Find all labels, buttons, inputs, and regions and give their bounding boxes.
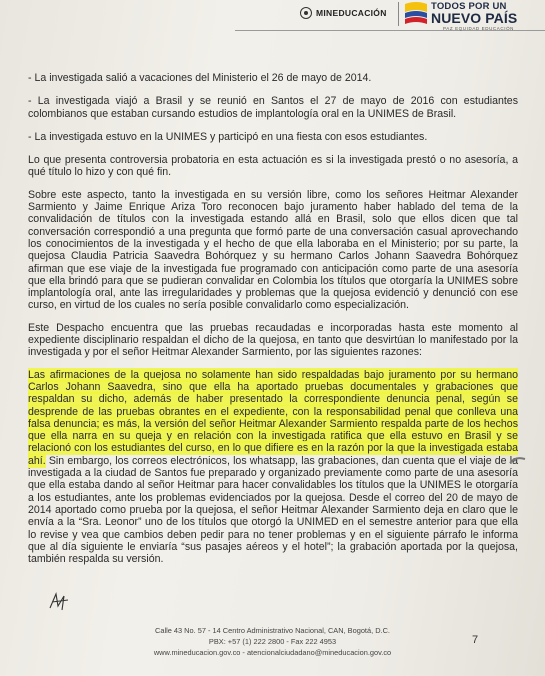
letterhead: [0, 0, 545, 52]
fact-item: - La investigada viajó a Brasil y se reunió en Santos el 27 de mayo de 2016 con estudiantes colombianos que estaban cursando estudios de implantología oral en la UNIMES de Brasil.: [28, 95, 518, 120]
binding-mark-icon: [509, 454, 527, 468]
fact-item: - La investigada salió a vacaciones del Ministerio el 26 de mayo de 2014.: [28, 72, 372, 84]
paragraph-versions: Sobre este aspecto, tanto la investigada en su versión libre, como los señores Heitmar Alexander Sarmiento y Jaime Enrique Ariza Toro reconocen bajo juramento haber hablado del tema de la convalidación de títulos con la investigada estando allá en Brasil, solo que ellos dicen que tal conversación correspondió a una pregunta que formó parte de una conversación casual aprovechando los conocimientos de la investigada y el hecho de que ella laboraba en el Ministerio; por su parte, la quejosa Claudia Patricia Saavedra Bohórquez y su hermano Carlos Johann Saavedra Bohórquez afirman que ese viaje de la investigada fue programado con anticipación como parte de una asesoría que ella brindó para que se pudieran convalidar en Colombia los títulos que otorgaría la UNIMES sobre implantología oral, ante las irregularidades y problemas que la quejosa evidenció y denunció con ese curso, en virtud de los cuales no sería posible convalidarlo como especialización.: [28, 188, 518, 312]
logo-divider: [398, 2, 399, 26]
coat-of-arms-icon: [300, 7, 312, 19]
ministry-brand: [300, 7, 387, 19]
letterhead-footer: [0, 625, 545, 658]
logo-tagline: PAZ EQUIDAD EDUCACIÓN: [443, 26, 515, 31]
colombia-flag-icon: [403, 0, 429, 30]
fact-item: - La investigada estuvo en la UNIMES y participó en una fiesta con esos estudiantes.: [28, 130, 428, 143]
logo-slogan-top: TODOS POR UN: [431, 1, 507, 12]
government-logo: [403, 0, 543, 40]
highlighted-text: Las afirmaciones de la quejosa no solamente han sido respaldadas bajo juramento por su hermano Carlos Johann Saavedra, sino que ella ha aportado pruebas documentales y grabaciones que respaldan su dicho, además de haber presentado la correspondiente denuncia penal, según se desprende de las pruebas obrantes en el expediente, con la responsabilidad penal que conlleva una falsa denuncia; es más, la versión del señor Heitmar Alexander Sarmiento respalda parte de los hechos que ella narra en su queja y en relación con la investigada ratifica que ella estuvo en Brasil y se relacionó con los estudiantes del curso, en lo que difiere es en la razón por la que la investigada estaba ahí.: [28, 368, 518, 467]
footer-web: www.mineducacion.gov.co - atencionalciudadano@mineducacion.gov.co: [153, 648, 392, 657]
document-body: [28, 72, 518, 575]
paragraph-reasons-rest: Sin embargo, los correos electrónicos, los whatsapp, las grabaciones, dan cuenta que el viaje de la investigada a la ciudad de Santos fue preparado y organizado previamente como parte de una asesoría que ella estaba dando al señor Heitmar para hacer convalidables los títulos que la UNIMES le otorgaría a los estudiantes, ante los problemas evidenciados por la quejosa. Desde el correo del 20 de mayo de 2014 aportado como prueba por la quejosa, el señor Heitmar Alexander Sarmiento deja en claro que le envía a la “Sra. Leonor” uno de los títulos que otorgó la UNIMED en el semestre anterior para que ella lo revise y vea que cambios deben pedir para no tener problemas y en el siguiente párrafo le informa que al día siguiente le enviaría “sus pasajes aéreos y el hotel”; la grabación aportada por la quejosa, también respalda su versión.: [28, 454, 518, 566]
page-number: 7: [472, 634, 479, 646]
signature-mark: [46, 586, 76, 616]
paragraph-controversy: Lo que presenta controversia probatoria en esta actuación es si la investigada prestó o no asesoría, a qué título lo hizo y con qué fin.: [28, 154, 518, 179]
logo-slogan-main: NUEVO PAÍS: [431, 10, 518, 26]
ministry-name: MINEDUCACIÓN: [316, 8, 387, 18]
footer-phone: PBX: +57 (1) 222 2800 - Fax 222 4953: [208, 637, 337, 646]
footer-address: Calle 43 No. 57 - 14 Centro Administrativo Nacional, CAN, Bogotá, D.C.: [155, 626, 390, 635]
paragraph-reasons: [28, 369, 518, 566]
paragraph-findings: Este Despacho encuentra que las pruebas recaudadas e incorporadas hasta este momento al expediente disciplinario respaldan el dicho de la quejosa, en tanto que desvirtúan lo manifestado por la investigada y por el señor Heitmar Alexander Sarmiento, por las siguientes razones:: [28, 321, 518, 359]
